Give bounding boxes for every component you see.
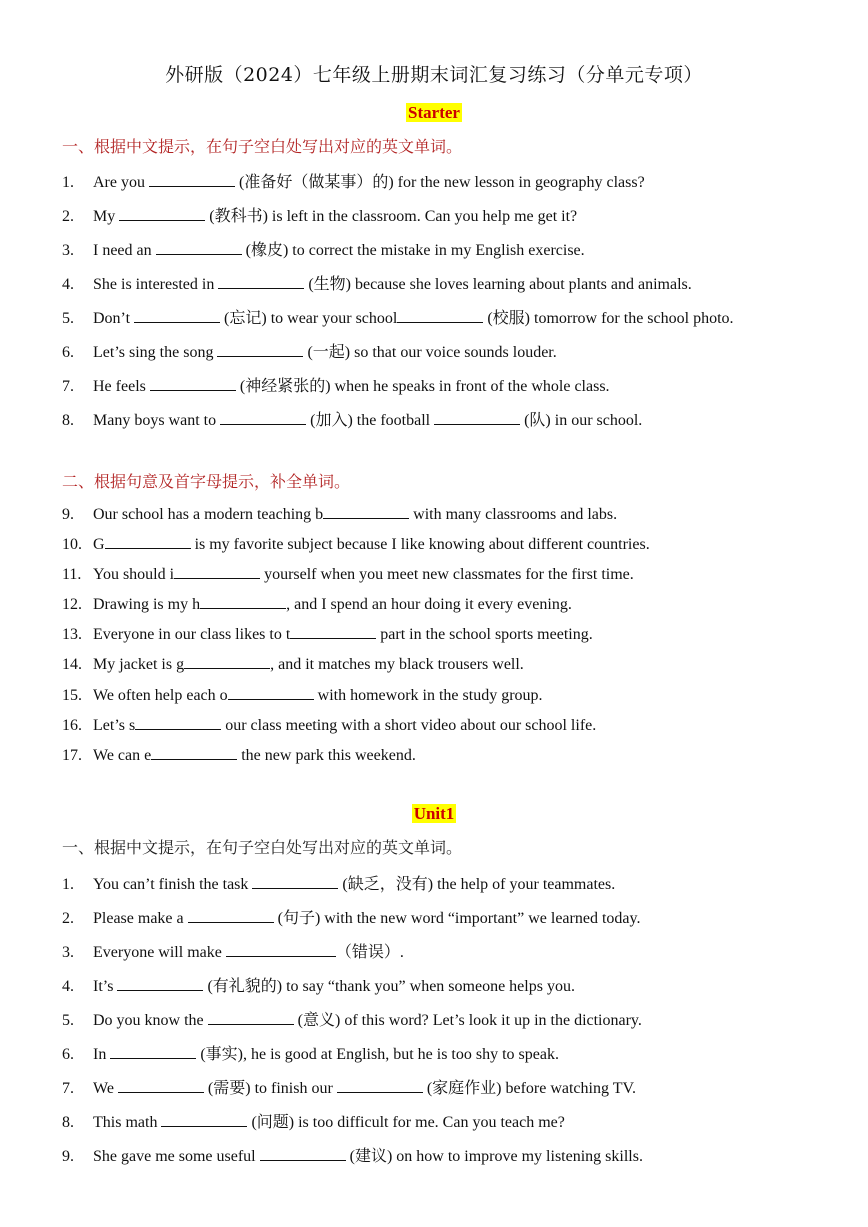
question-item xyxy=(62,594,852,614)
question-item xyxy=(62,305,852,328)
question-text: Are you xyxy=(93,174,149,191)
question-text: (橡皮) to correct the mistake in my English exercise. xyxy=(241,242,585,259)
answer-blank[interactable] xyxy=(174,564,260,579)
question-text: (缺乏，没有) the help of your teammates. xyxy=(338,876,616,893)
question-number: 17. xyxy=(62,747,82,764)
question-item xyxy=(62,745,852,765)
question-item xyxy=(62,237,852,260)
page-title: 外研版（2024）七年级上册期末词汇复习练习（分单元专项） xyxy=(165,64,703,86)
answer-blank[interactable] xyxy=(397,308,483,323)
question-text: We xyxy=(93,1080,118,1097)
question-number: 2. xyxy=(62,910,74,927)
question-number: 6. xyxy=(62,1046,74,1063)
question-text: Our school has a modern teaching b xyxy=(93,506,324,523)
answer-blank[interactable] xyxy=(118,1078,204,1093)
answer-blank[interactable] xyxy=(228,685,314,700)
question-item xyxy=(62,504,852,524)
question-text: Don’t xyxy=(93,310,135,327)
question-text: (神经紧张的) when he speaks in front of the whole class. xyxy=(235,378,610,395)
question-item xyxy=(62,973,852,996)
question-number: 3. xyxy=(62,242,74,259)
question-number: 9. xyxy=(62,506,74,523)
question-number: 11. xyxy=(62,566,82,583)
question-text: Let’s sing the song xyxy=(93,344,218,361)
question-number: 4. xyxy=(62,276,74,293)
unit-tag-label: Starter xyxy=(408,103,460,122)
question-text: (事实), he is good at English, but he is too shy to speak. xyxy=(196,1046,559,1063)
question-item xyxy=(62,1109,852,1132)
question-number: 5. xyxy=(62,310,74,327)
answer-blank[interactable] xyxy=(220,410,306,425)
question-text: the new park this weekend. xyxy=(237,747,416,764)
question-number: 7. xyxy=(62,1080,74,1097)
answer-blank[interactable] xyxy=(218,274,304,289)
answer-blank[interactable] xyxy=(184,654,270,669)
question-text: (问题) is too difficult for me. Can you teach me? xyxy=(247,1114,565,1131)
question-text: (建议) on how to improve my listening skills. xyxy=(345,1148,643,1165)
question-item xyxy=(62,1075,852,1098)
question-item xyxy=(62,534,852,554)
question-text: (队) in our school. xyxy=(520,412,643,429)
question-text: part in the school sports meeting. xyxy=(376,626,593,643)
question-text: with many classrooms and labs. xyxy=(409,506,618,523)
question-number: 14. xyxy=(62,656,82,673)
question-text: My jacket is g xyxy=(93,656,185,673)
question-item xyxy=(62,373,852,396)
answer-blank[interactable] xyxy=(134,308,220,323)
question-text: I need an xyxy=(93,242,156,259)
question-text: (意义) of this word? Let’s look it up in the dictionary. xyxy=(293,1012,642,1029)
question-text: This math xyxy=(93,1114,162,1131)
answer-blank[interactable] xyxy=(188,908,274,923)
answer-blank[interactable] xyxy=(200,594,286,609)
question-text: Everyone will make xyxy=(93,944,226,961)
question-text: We can e xyxy=(93,747,152,764)
question-text: (准备好（做某事）的) for the new lesson in geography class? xyxy=(234,174,645,191)
question-number: 7. xyxy=(62,378,74,395)
answer-blank[interactable] xyxy=(149,172,235,187)
question-text: yourself when you meet new classmates for the first time. xyxy=(260,566,634,583)
answer-blank[interactable] xyxy=(135,715,221,730)
question-number: 16. xyxy=(62,717,82,734)
question-item xyxy=(62,1007,852,1030)
question-number: 5. xyxy=(62,1012,74,1029)
question-text: (校服) tomorrow for the school photo. xyxy=(483,310,734,327)
question-text: (句子) with the new word “important” we learned today. xyxy=(273,910,641,927)
question-text: Please make a xyxy=(93,910,188,927)
question-number: 9. xyxy=(62,1148,74,1165)
answer-blank[interactable] xyxy=(252,874,338,889)
answer-blank[interactable] xyxy=(290,624,376,639)
answer-blank[interactable] xyxy=(117,976,203,991)
question-item xyxy=(62,271,852,294)
answer-blank[interactable] xyxy=(151,745,237,760)
answer-blank[interactable] xyxy=(260,1146,346,1161)
question-number: 4. xyxy=(62,978,74,995)
answer-blank[interactable] xyxy=(337,1078,423,1093)
question-text: (有礼貌的) to say “thank you” when someone helps you. xyxy=(203,978,575,995)
question-text: , and I spend an hour doing it every evening. xyxy=(286,596,572,613)
question-item xyxy=(62,407,852,430)
question-text: We often help each o xyxy=(93,687,228,704)
question-text: (加入) the football xyxy=(306,412,435,429)
question-item xyxy=(62,871,852,894)
question-number: 13. xyxy=(62,626,82,643)
answer-blank[interactable] xyxy=(119,206,205,221)
question-text: You can’t finish the task xyxy=(93,876,253,893)
question-number: 8. xyxy=(62,412,74,429)
question-text: Drawing is my h xyxy=(93,596,201,613)
section-heading: 一、根据中文提示，在句子空白处写出对应的英文单词。 xyxy=(62,838,463,857)
question-text: (生物) because she loves learning about plants and animals. xyxy=(304,276,692,293)
question-item xyxy=(62,654,852,674)
question-text: My xyxy=(93,208,120,225)
question-text: He feels xyxy=(93,378,150,395)
question-number: 2. xyxy=(62,208,74,225)
question-item xyxy=(62,905,852,928)
question-number: 1. xyxy=(62,876,74,893)
answer-blank[interactable] xyxy=(105,534,191,549)
question-text: （错误）. xyxy=(335,944,404,961)
question-text: G xyxy=(93,536,105,553)
question-text: (一起) so that our voice sounds louder. xyxy=(303,344,557,361)
question-text: Do you know the xyxy=(93,1012,208,1029)
question-number: 10. xyxy=(62,536,82,553)
question-number: 6. xyxy=(62,344,74,361)
question-text: (需要) to finish our xyxy=(203,1080,337,1097)
answer-blank[interactable] xyxy=(208,1010,294,1025)
question-item xyxy=(62,1041,852,1064)
question-text: our class meeting with a short video about our school life. xyxy=(221,717,597,734)
question-number: 3. xyxy=(62,944,74,961)
question-number: 12. xyxy=(62,596,82,613)
question-text: (忘记) to wear your school xyxy=(220,310,398,327)
question-text: Let’s s xyxy=(93,717,136,734)
answer-blank[interactable] xyxy=(323,504,409,519)
question-text: , and it matches my black trousers well. xyxy=(270,656,524,673)
answer-blank[interactable] xyxy=(434,410,520,425)
question-text: Everyone in our class likes to t xyxy=(93,626,291,643)
question-text: You should i xyxy=(93,566,175,583)
section-heading: 二、根据句意及首字母提示，补全单词。 xyxy=(62,472,351,491)
question-text: is my favorite subject because I like knowing about different countries. xyxy=(190,536,650,553)
unit-tag-label: Unit1 xyxy=(413,804,455,823)
question-item xyxy=(62,564,852,584)
answer-blank[interactable] xyxy=(150,376,236,391)
question-number: 8. xyxy=(62,1114,74,1131)
question-text: (家庭作业) before watching TV. xyxy=(422,1080,636,1097)
question-text: It’s xyxy=(93,978,118,995)
question-text: Many boys want to xyxy=(93,412,221,429)
question-text: She is interested in xyxy=(93,276,219,293)
question-item xyxy=(62,339,852,362)
answer-blank[interactable] xyxy=(226,942,336,957)
answer-blank[interactable] xyxy=(156,240,242,255)
question-item xyxy=(62,1143,852,1166)
answer-blank[interactable] xyxy=(110,1044,196,1059)
answer-blank[interactable] xyxy=(217,342,303,357)
section-heading: 一、根据中文提示，在句子空白处写出对应的英文单词。 xyxy=(62,137,463,156)
unit-tag-starter xyxy=(0,103,868,123)
question-text: In xyxy=(93,1046,111,1063)
question-item xyxy=(62,624,852,644)
question-text: She gave me some useful xyxy=(93,1148,260,1165)
question-item xyxy=(62,685,852,705)
unit-tag-unit1 xyxy=(0,804,868,824)
question-text: (教科书) is left in the classroom. Can you help me get it? xyxy=(205,208,578,225)
answer-blank[interactable] xyxy=(161,1112,247,1127)
question-number: 1. xyxy=(62,174,74,191)
question-item xyxy=(62,939,852,962)
question-text: with homework in the study group. xyxy=(313,687,543,704)
question-number: 15. xyxy=(62,687,82,704)
question-item xyxy=(62,715,852,735)
question-item xyxy=(62,203,852,226)
question-item xyxy=(62,169,852,192)
